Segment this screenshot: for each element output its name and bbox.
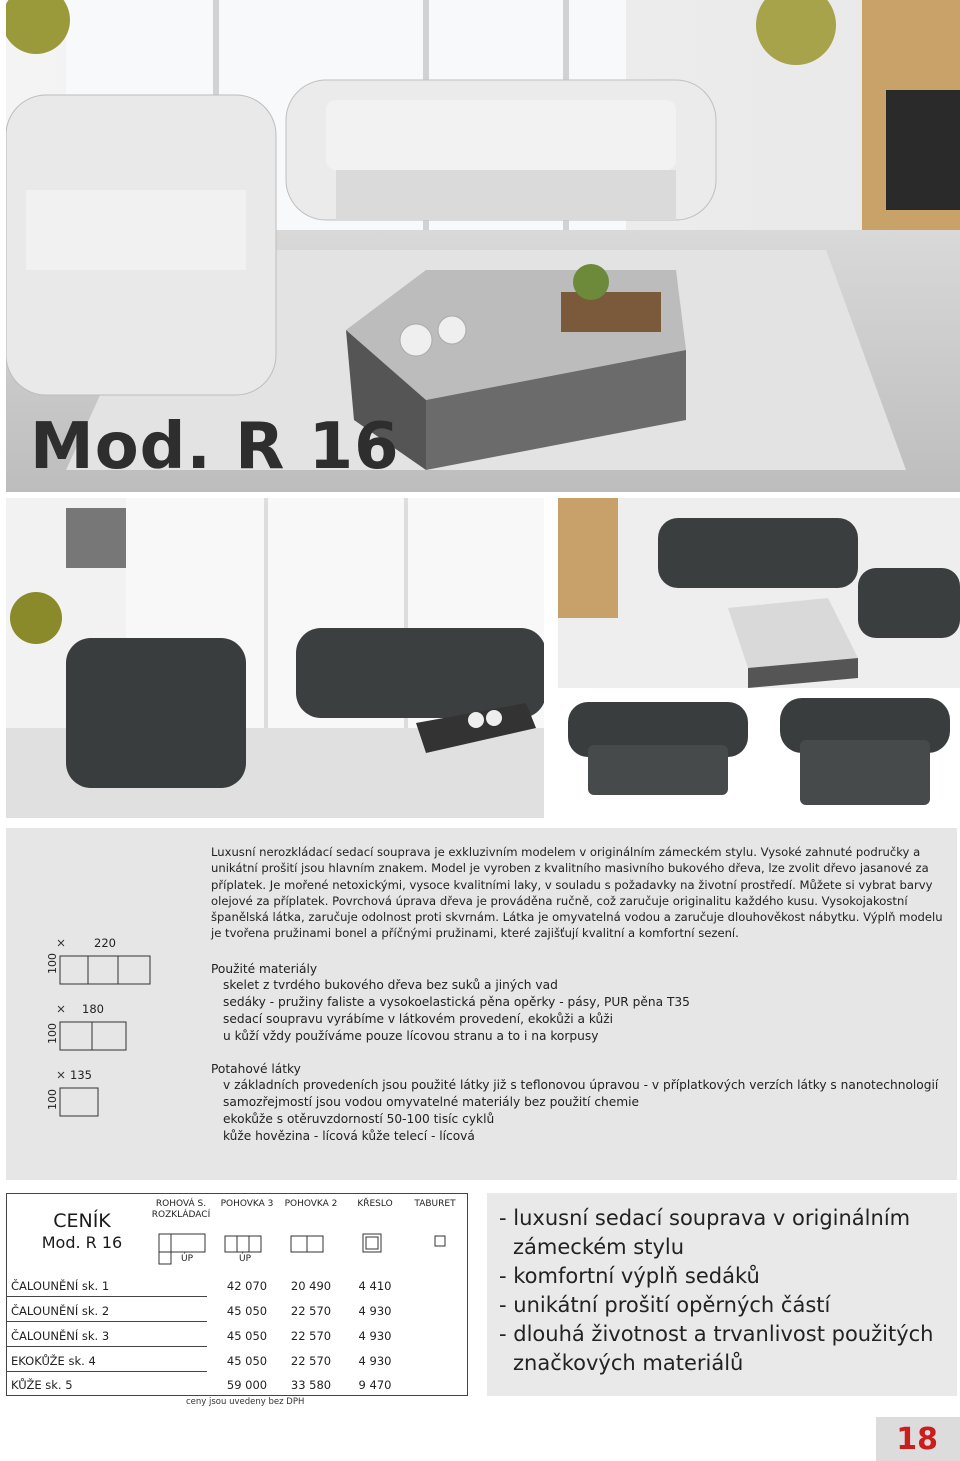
row-label: EKOKŮŽE sk. 4 xyxy=(11,1354,96,1368)
price-cell: 4 930 xyxy=(358,1304,392,1318)
upholstery-line: samozřejmostí jsou vodou omyvatelné materiály bez použití chemie xyxy=(223,1095,639,1109)
dimension-width-180: 180 xyxy=(82,1002,104,1016)
feature-line: - luxusní sedací souprava v originálním xyxy=(499,1206,911,1230)
feature-line: - dlouhá životnost a trvanlivost použitých xyxy=(499,1322,934,1346)
sofa-3-illustration xyxy=(558,690,756,818)
price-cell: 45 050 xyxy=(226,1354,268,1368)
price-table-title: CENÍK xyxy=(53,1210,111,1232)
price-note: ceny jsou uvedeny bez DPH xyxy=(186,1397,305,1407)
row-label: ČALOUNĚNÍ sk. 2 xyxy=(11,1304,110,1318)
page-number-box xyxy=(876,1417,960,1461)
col-header-armchair: KŘESLO xyxy=(357,1199,393,1209)
materials-line: sedáky - pružiny faliste a vysokoelastická pěna opěrky - pásy, PUR pěna T35 xyxy=(223,995,690,1009)
materials-title: Použité materiály xyxy=(211,962,318,976)
dimension-depth-100: 100 xyxy=(46,1089,59,1110)
footstool-icon xyxy=(435,1236,445,1246)
page-number: 18 xyxy=(896,1422,938,1457)
dimension-depth-100: 100 xyxy=(46,1023,59,1044)
price-cell: 22 570 xyxy=(290,1329,332,1343)
sofa-3-icon xyxy=(225,1236,261,1252)
row-label: KŮŽE sk. 5 xyxy=(11,1378,73,1392)
features-box xyxy=(487,1193,957,1396)
row-divider xyxy=(7,1346,207,1347)
description-paragraph: Luxusní nerozkládací sedací souprava je exkluzivním modelem v originálním zámeckém stylu. Vysoké zahnuté područky a unikátní prošití jsou hlavním znakem. Model je vyroben z kvalitního masivního bukového dřeva, lze zvolit dřevo jasanové za příplatek. Je mořené netoxickými, vysoce kvalitními laky, v souladu s požadavky na životní prostředí. Můžete si vybrat barvy olejové za příplatek. Povrchová úprava dřeva je prováděna ručně, což zaručuje originalitu každého kusu. Vysokojakostní španělská látka, zaručuje odolnost proti skvrnám. Látka je omyvatelná vodou a zaručuje dlouhověkost nábytku. Výplň modelu je tvořena pružinami bonel a příčnými pružinami, které zajišťují kvalitní a komfortní sezení. xyxy=(211,845,943,941)
dimension-width-220: 220 xyxy=(94,936,116,950)
feature-line: značkových materiálů xyxy=(513,1351,744,1375)
sofa-room-illustration xyxy=(558,498,960,688)
col-header-corner: ROHOVÁ S. ROZKLÁDACÍ xyxy=(151,1199,211,1220)
price-cell: 4 930 xyxy=(358,1354,392,1368)
feature-line: zámeckém stylu xyxy=(513,1235,685,1259)
sofa-2-plan-icon xyxy=(54,1004,134,1054)
price-cell: 4 410 xyxy=(358,1279,392,1293)
sofa-2-icon xyxy=(291,1236,323,1252)
price-cell: 45 050 xyxy=(226,1329,268,1343)
armchair-illustration xyxy=(760,690,960,818)
grey-sofa-set-illustration xyxy=(6,498,544,818)
armchair-plan-icon xyxy=(54,1070,114,1120)
price-cell: 33 580 xyxy=(290,1378,332,1392)
materials-line: skelet z tvrdého bukového dřeva bez suků a jiných vad xyxy=(223,978,558,992)
price-cell: 4 930 xyxy=(358,1329,392,1343)
photo-sofa-room xyxy=(558,498,960,688)
upholstery-line: kůže hovězina - lícová kůže telecí - lícová xyxy=(223,1129,475,1143)
photo-armchair xyxy=(760,690,960,818)
dimension-depth-100: 100 xyxy=(46,953,59,974)
price-cell: 22 570 xyxy=(290,1304,332,1318)
row-divider xyxy=(7,1296,207,1297)
upholstery-line: ekokůže s otěruvzdorností 50-100 tisíc cyklů xyxy=(223,1112,495,1126)
model-title: Mod. R 16 xyxy=(30,410,400,484)
row-divider xyxy=(7,1321,207,1322)
price-cell: 45 050 xyxy=(226,1304,268,1318)
icon-label-up: ÚP xyxy=(238,1254,251,1264)
materials-line: u kůží vždy používáme pouze lícovou stranu a to i na korpusy xyxy=(223,1029,599,1043)
dimension-width-135: 135 xyxy=(70,1068,92,1082)
price-cell: 9 470 xyxy=(358,1378,392,1392)
info-panel xyxy=(6,828,957,1180)
col-header-footstool: TABURET xyxy=(414,1199,456,1209)
price-cell: 59 000 xyxy=(226,1378,268,1392)
photo-sofa-3 xyxy=(558,690,756,818)
sofa-3-plan-icon xyxy=(54,938,154,986)
col-header-sofa-3: POHOVKA 3 xyxy=(220,1199,274,1209)
price-cell: 20 490 xyxy=(290,1279,332,1293)
price-table-model: Mod. R 16 xyxy=(41,1233,123,1252)
col-header-sofa-2: POHOVKA 2 xyxy=(284,1199,338,1209)
feature-line: - komfortní výplň sedáků xyxy=(499,1264,760,1288)
hero-photo xyxy=(6,0,960,492)
upholstery-title: Potahové látky xyxy=(211,1062,301,1076)
upholstery-line: v základních provedeních jsou použité látky již s teflonovou úpravou - v příplatkových verzích látky s nanotechnologií xyxy=(223,1078,939,1092)
price-cell: 22 570 xyxy=(290,1354,332,1368)
row-label: ČALOUNĚNÍ sk. 1 xyxy=(11,1279,110,1293)
photo-living-room xyxy=(6,498,544,818)
row-divider xyxy=(7,1371,207,1372)
armchair-icon xyxy=(363,1234,381,1252)
furniture-plan-icons xyxy=(157,1230,457,1266)
price-cell: 42 070 xyxy=(226,1279,268,1293)
materials-line: sedací soupravu vyrábíme v látkovém provedení, ekokůži a kůži xyxy=(223,1012,614,1026)
feature-line: - unikátní prošití opěrných částí xyxy=(499,1293,831,1317)
row-label: ČALOUNĚNÍ sk. 3 xyxy=(11,1329,110,1343)
icon-label-up: ÚP xyxy=(180,1254,193,1264)
price-table xyxy=(6,1193,468,1396)
